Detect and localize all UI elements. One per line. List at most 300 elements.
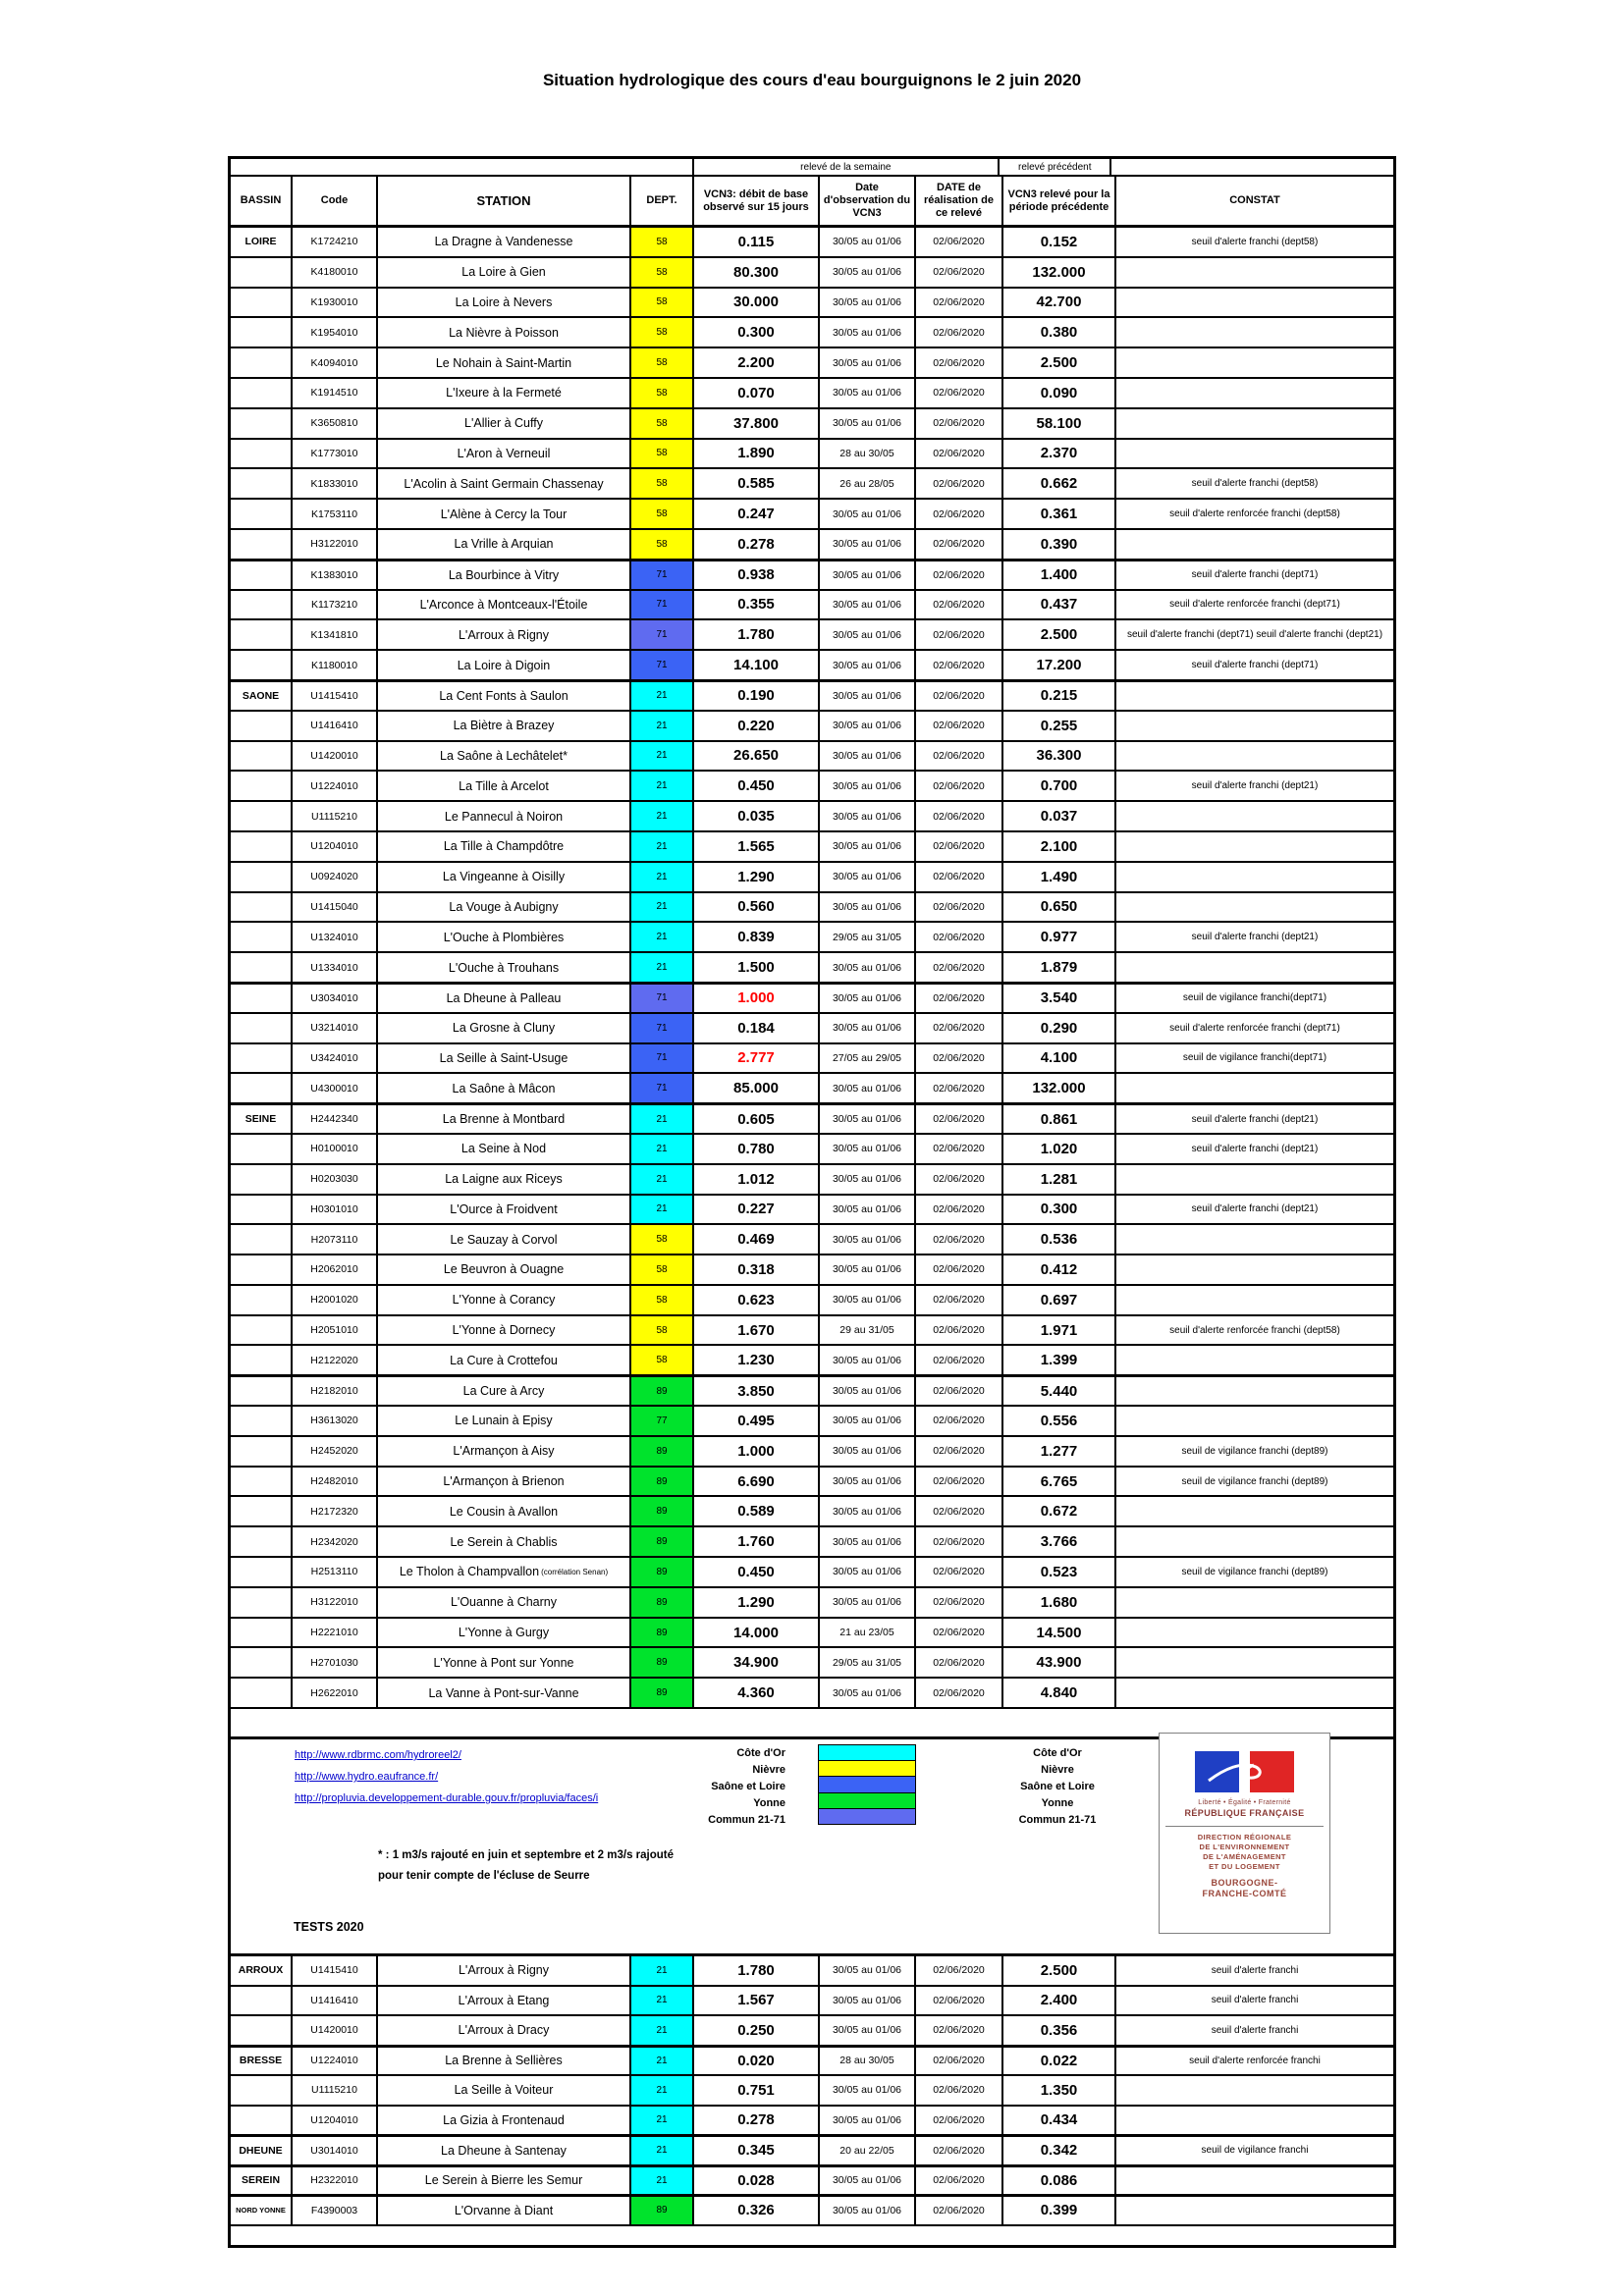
- code-cell: H3613020: [293, 1407, 378, 1437]
- vcn3-value-cell: 0.070: [694, 379, 820, 409]
- station-cell: [378, 440, 631, 470]
- code-cell: H2452020: [293, 1437, 378, 1468]
- vcn3-value-cell: 0.589: [694, 1497, 820, 1527]
- date-observation-cell: 30/05 au 01/06: [820, 409, 916, 440]
- date-observation-cell: 30/05 au 01/06: [820, 651, 916, 681]
- code-cell: U1204010: [293, 2107, 378, 2137]
- table-row: [231, 258, 1393, 289]
- previous-value-cell: 2.500: [1003, 348, 1116, 379]
- dept-cell: 71: [631, 651, 694, 681]
- bassin-cell: [231, 712, 293, 742]
- previous-value-cell: 132.000: [1003, 1074, 1116, 1104]
- vcn3-value-cell: 0.345: [694, 2137, 820, 2166]
- date-releve-cell: 02/06/2020: [916, 651, 1003, 681]
- date-observation-cell: 29/05 au 31/05: [820, 1648, 916, 1679]
- bassin-cell: [231, 409, 293, 440]
- dept-cell: 58: [631, 1346, 694, 1376]
- table-row: [231, 1225, 1393, 1255]
- code-cell: H2442340: [293, 1105, 378, 1135]
- station-name: La Seille à Voiteur: [454, 2083, 554, 2098]
- station-cell: [378, 923, 631, 953]
- date-observation-cell: 30/05 au 01/06: [820, 1135, 916, 1165]
- dept-cell: 21: [631, 1105, 694, 1135]
- date-releve-cell: 02/06/2020: [916, 2107, 1003, 2137]
- date-observation-cell: 30/05 au 01/06: [820, 772, 916, 802]
- station-cell: [378, 1225, 631, 1255]
- table-row: [231, 1679, 1393, 1709]
- logo-republic: RÉPUBLIQUE FRANÇAISE: [1184, 1808, 1305, 1819]
- table-row: [231, 409, 1393, 440]
- table-row: [231, 953, 1393, 984]
- code-cell: U1415410: [293, 1956, 378, 1987]
- dept-cell: 21: [631, 863, 694, 893]
- bassin-cell: ARROUX: [231, 1956, 293, 1987]
- table-row: [231, 984, 1393, 1014]
- dept-cell: 58: [631, 1316, 694, 1347]
- code-cell: U0924020: [293, 863, 378, 893]
- vcn3-value-cell: 0.355: [694, 591, 820, 621]
- station-name: Le Serein à Chablis: [450, 1534, 558, 1549]
- previous-value-cell: 14.500: [1003, 1619, 1116, 1649]
- logo-direction-line: DE L'ENVIRONNEMENT: [1199, 1842, 1290, 1852]
- station-cell: [378, 258, 631, 289]
- constat-cell: [1116, 348, 1393, 379]
- station-cell: [378, 1255, 631, 1286]
- previous-value-cell: 42.700: [1003, 289, 1116, 319]
- station-cell: [378, 1648, 631, 1679]
- station-cell: [378, 1527, 631, 1558]
- vcn3-value-cell: 1.670: [694, 1316, 820, 1347]
- header-bassin: BASSIN: [231, 177, 293, 228]
- date-releve-cell: 02/06/2020: [916, 1165, 1003, 1196]
- station-cell: [378, 1316, 631, 1347]
- tests-table: [231, 1953, 1393, 2226]
- dept-cell: 58: [631, 1286, 694, 1316]
- date-observation-cell: 30/05 au 01/06: [820, 561, 916, 591]
- code-cell: H0301010: [293, 1196, 378, 1226]
- code-cell: U1416410: [293, 1987, 378, 2017]
- vcn3-value-cell: 0.495: [694, 1407, 820, 1437]
- dept-cell: 21: [631, 2076, 694, 2107]
- code-cell: U1224010: [293, 2048, 378, 2077]
- bassin-cell: [231, 258, 293, 289]
- constat-cell: seuil d'alerte franchi (dept21): [1116, 1135, 1393, 1165]
- previous-value-cell: 1.281: [1003, 1165, 1116, 1196]
- header-band: [231, 159, 1393, 177]
- constat-cell: seuil d'alerte franchi: [1116, 2016, 1393, 2047]
- bassin-cell: [231, 1196, 293, 1226]
- code-cell: H3122010: [293, 1588, 378, 1619]
- date-releve-cell: 02/06/2020: [916, 379, 1003, 409]
- legend-swatch-green: [818, 1792, 916, 1809]
- dept-cell: 58: [631, 379, 694, 409]
- dept-cell: 21: [631, 682, 694, 712]
- dept-cell: 21: [631, 742, 694, 773]
- bassin-cell: [231, 1588, 293, 1619]
- table-row: [231, 530, 1393, 561]
- previous-value-cell: 0.399: [1003, 2197, 1116, 2226]
- constat-cell: [1116, 832, 1393, 863]
- constat-cell: seuil d'alerte franchi: [1116, 1987, 1393, 2017]
- table-row: [231, 440, 1393, 470]
- date-releve-cell: 02/06/2020: [916, 1196, 1003, 1226]
- station-cell: [378, 591, 631, 621]
- station-cell: [378, 469, 631, 500]
- vcn3-value-cell: 0.184: [694, 1014, 820, 1044]
- date-observation-cell: 30/05 au 01/06: [820, 1255, 916, 1286]
- station-cell: [378, 2107, 631, 2137]
- table-row: [231, 318, 1393, 348]
- legend-swatch-yellow: [818, 1760, 916, 1777]
- band-previous-label: relevé précédent: [1000, 159, 1111, 177]
- previous-value-cell: 0.700: [1003, 772, 1116, 802]
- bassin-cell: LOIRE: [231, 228, 293, 258]
- constat-cell: seuil de vigilance franchi: [1116, 2137, 1393, 2166]
- date-observation-cell: 30/05 au 01/06: [820, 2076, 916, 2107]
- previous-value-cell: 0.215: [1003, 682, 1116, 712]
- station-name: L'Arroux à Rigny: [458, 1963, 549, 1978]
- vcn3-value-cell: 4.360: [694, 1679, 820, 1709]
- constat-cell: [1116, 1679, 1393, 1709]
- station-name: L'Allier à Cuffy: [464, 416, 543, 431]
- date-releve-cell: 02/06/2020: [916, 985, 1003, 1014]
- dept-cell: 58: [631, 318, 694, 348]
- dept-cell: 58: [631, 258, 694, 289]
- footnote-line2: pour tenir compte de l'écluse de Seurre: [378, 1870, 590, 1883]
- legend-label: Commun 21-71: [1018, 1814, 1097, 1827]
- code-cell: U1115210: [293, 2076, 378, 2107]
- vcn3-value-cell: 1.500: [694, 953, 820, 984]
- band-spacer: [1111, 159, 1393, 177]
- dept-cell: 21: [631, 2137, 694, 2166]
- table-row: [231, 893, 1393, 924]
- vcn3-value-cell: 0.623: [694, 1286, 820, 1316]
- code-cell: H2322010: [293, 2167, 378, 2197]
- vcn3-value-cell: 1.000: [694, 985, 820, 1014]
- vcn3-value-cell: 0.839: [694, 923, 820, 953]
- station-name: La Cure à Arcy: [462, 1384, 545, 1399]
- dept-cell: 71: [631, 561, 694, 591]
- code-cell: U1416410: [293, 712, 378, 742]
- station-cell: [378, 2197, 631, 2226]
- code-cell: K3650810: [293, 409, 378, 440]
- dept-cell: 89: [631, 1377, 694, 1407]
- bassin-cell: [231, 1286, 293, 1316]
- station-name: Le Sauzay à Corvol: [450, 1232, 558, 1247]
- dept-cell: 58: [631, 228, 694, 258]
- station-name: La Seine à Nod: [460, 1142, 547, 1156]
- station-cell: [378, 1679, 631, 1709]
- code-cell: U1224010: [293, 772, 378, 802]
- vcn3-value-cell: 37.800: [694, 409, 820, 440]
- vcn3-value-cell: 1.012: [694, 1165, 820, 1196]
- dept-cell: 21: [631, 1987, 694, 2017]
- code-cell: H3122010: [293, 530, 378, 561]
- station-name: L'Arroux à Etang: [458, 1993, 550, 2007]
- hydrology-sheet: [228, 156, 1396, 2248]
- bassin-cell: [231, 1074, 293, 1104]
- station-name: La Dheune à Palleau: [446, 990, 562, 1005]
- previous-value-cell: 0.523: [1003, 1558, 1116, 1588]
- date-releve-cell: 02/06/2020: [916, 923, 1003, 953]
- station-cell: [378, 500, 631, 530]
- station-name: La Bourbince à Vitry: [448, 567, 560, 582]
- table-row: [231, 923, 1393, 953]
- code-cell: U3014010: [293, 2137, 378, 2166]
- bassin-cell: [231, 530, 293, 561]
- logo-motto: Liberté • Égalité • Fraternité: [1198, 1799, 1291, 1807]
- vcn3-value-cell: 80.300: [694, 258, 820, 289]
- station-name: L'Armançon à Brienon: [443, 1474, 565, 1489]
- date-observation-cell: 30/05 au 01/06: [820, 1558, 916, 1588]
- bassin-cell: [231, 1407, 293, 1437]
- station-cell: [378, 2167, 631, 2197]
- date-releve-cell: 02/06/2020: [916, 500, 1003, 530]
- date-observation-cell: 30/05 au 01/06: [820, 379, 916, 409]
- date-releve-cell: 02/06/2020: [916, 2137, 1003, 2166]
- date-releve-cell: 02/06/2020: [916, 348, 1003, 379]
- code-cell: H2001020: [293, 1286, 378, 1316]
- vcn3-value-cell: 0.028: [694, 2167, 820, 2197]
- external-link[interactable]: http://www.rdbrmc.com/hydroreel2/: [295, 1749, 461, 1762]
- constat-cell: [1116, 1648, 1393, 1679]
- bassin-cell: [231, 440, 293, 470]
- station-name: La Laigne aux Riceys: [445, 1172, 563, 1187]
- table-row: [231, 1255, 1393, 1286]
- date-releve-cell: 02/06/2020: [916, 2076, 1003, 2107]
- station-cell: [378, 348, 631, 379]
- dept-cell: 89: [631, 1497, 694, 1527]
- legend-label: Commun 21-71: [708, 1814, 785, 1827]
- date-observation-cell: 30/05 au 01/06: [820, 228, 916, 258]
- constat-cell: [1116, 1346, 1393, 1376]
- station-name: L'Ouanne à Charny: [450, 1595, 557, 1610]
- legend-swatch-cyan: [818, 1744, 916, 1761]
- station-name: La Vouge à Aubigny: [449, 899, 559, 914]
- table-row: [231, 1987, 1393, 2017]
- table-row: [231, 1619, 1393, 1649]
- date-releve-cell: 02/06/2020: [916, 832, 1003, 863]
- table-row: [231, 228, 1393, 258]
- header-prev: VCN3 relevé pour la période précédente: [1003, 177, 1116, 228]
- legend-label: Saône et Loire: [711, 1781, 785, 1793]
- date-releve-cell: 02/06/2020: [916, 258, 1003, 289]
- dept-cell: 58: [631, 469, 694, 500]
- logo-direction-line: DIRECTION RÉGIONALE: [1197, 1833, 1292, 1842]
- bassin-cell: [231, 1679, 293, 1709]
- vcn3-value-cell: 1.760: [694, 1527, 820, 1558]
- table-row: [231, 651, 1393, 681]
- station-cell: [378, 742, 631, 773]
- legend-swatch-commun: [818, 1808, 916, 1825]
- bassin-cell: [231, 1346, 293, 1376]
- code-cell: H2342020: [293, 1527, 378, 1558]
- table-row: [231, 1497, 1393, 1527]
- bassin-cell: NORD YONNE: [231, 2197, 293, 2226]
- code-cell: K1173210: [293, 591, 378, 621]
- external-link[interactable]: http://propluvia.developpement-durable.gouv.fr/propluvia/faces/i: [295, 1792, 599, 1805]
- band-spacer: [231, 159, 692, 177]
- vcn3-value-cell: 1.000: [694, 1437, 820, 1468]
- constat-cell: seuil d'alerte franchi (dept21): [1116, 772, 1393, 802]
- previous-value-cell: 3.766: [1003, 1527, 1116, 1558]
- station-name: L'Ouche à Trouhans: [448, 960, 560, 975]
- code-cell: H2122020: [293, 1346, 378, 1376]
- constat-cell: seuil d'alerte renforcée franchi (dept58): [1116, 500, 1393, 530]
- logo-direction-line: DE L'AMÉNAGEMENT: [1203, 1852, 1286, 1862]
- footer-legend-zone: [231, 1739, 1393, 1953]
- footnote: [378, 1845, 674, 1887]
- table-row: [231, 1014, 1393, 1044]
- constat-cell: [1116, 1619, 1393, 1649]
- constat-cell: seuil d'alerte renforcée franchi: [1116, 2048, 1393, 2077]
- date-releve-cell: 02/06/2020: [916, 682, 1003, 712]
- dept-cell: 89: [631, 1679, 694, 1709]
- constat-cell: [1116, 409, 1393, 440]
- bassin-cell: [231, 1255, 293, 1286]
- date-releve-cell: 02/06/2020: [916, 1377, 1003, 1407]
- previous-value-cell: 1.680: [1003, 1588, 1116, 1619]
- table-row: [231, 2047, 1393, 2077]
- code-cell: H2482010: [293, 1468, 378, 1498]
- dept-cell: 58: [631, 1255, 694, 1286]
- previous-value-cell: 0.255: [1003, 712, 1116, 742]
- station-cell: [378, 863, 631, 893]
- bassin-cell: [231, 742, 293, 773]
- table-row: [231, 1104, 1393, 1135]
- bassin-cell: [231, 379, 293, 409]
- constat-cell: [1116, 258, 1393, 289]
- dept-cell: 71: [631, 591, 694, 621]
- bassin-cell: [231, 1497, 293, 1527]
- constat-cell: [1116, 530, 1393, 561]
- station-cell: [378, 1105, 631, 1135]
- vcn3-value-cell: 0.278: [694, 530, 820, 561]
- date-observation-cell: 30/05 au 01/06: [820, 985, 916, 1014]
- previous-value-cell: 0.086: [1003, 2167, 1116, 2197]
- legend-label: Côte d'Or: [736, 1746, 785, 1759]
- previous-value-cell: 0.361: [1003, 500, 1116, 530]
- code-cell: U1415040: [293, 893, 378, 924]
- bassin-cell: [231, 923, 293, 953]
- date-observation-cell: 30/05 au 01/06: [820, 2016, 916, 2047]
- bassin-cell: [231, 1527, 293, 1558]
- header-date-rel: DATE de réalisation de ce relevé: [916, 177, 1003, 228]
- logo-divider: [1165, 1826, 1324, 1827]
- bassin-cell: [231, 1987, 293, 2017]
- date-observation-cell: 30/05 au 01/06: [820, 1679, 916, 1709]
- station-name: L'Yonne à Dornecy: [452, 1323, 556, 1338]
- external-link[interactable]: http://www.hydro.eaufrance.fr/: [295, 1771, 439, 1784]
- constat-cell: seuil d'alerte franchi (dept71): [1116, 651, 1393, 681]
- previous-value-cell: 0.022: [1003, 2048, 1116, 2077]
- dept-cell: 21: [631, 2016, 694, 2047]
- constat-cell: [1116, 1497, 1393, 1527]
- legend-label: Yonne: [1041, 1797, 1074, 1810]
- bassin-cell: [231, 1558, 293, 1588]
- station-cell: [378, 1165, 631, 1196]
- code-cell: K4094010: [293, 348, 378, 379]
- previous-value-cell: 132.000: [1003, 258, 1116, 289]
- date-releve-cell: 02/06/2020: [916, 1956, 1003, 1987]
- bassin-cell: [231, 620, 293, 651]
- date-observation-cell: 30/05 au 01/06: [820, 1527, 916, 1558]
- vcn3-value-cell: 1.567: [694, 1987, 820, 2017]
- station-cell: [378, 1987, 631, 2017]
- code-cell: K1383010: [293, 561, 378, 591]
- previous-value-cell: 2.400: [1003, 1987, 1116, 2017]
- dept-cell: 89: [631, 1468, 694, 1498]
- date-releve-cell: 02/06/2020: [916, 1316, 1003, 1347]
- dept-cell: 58: [631, 348, 694, 379]
- previous-value-cell: 0.037: [1003, 802, 1116, 832]
- date-observation-cell: 30/05 au 01/06: [820, 1588, 916, 1619]
- date-releve-cell: 02/06/2020: [916, 440, 1003, 470]
- date-releve-cell: 02/06/2020: [916, 318, 1003, 348]
- station-name: La Tille à Champdôtre: [443, 839, 565, 854]
- legend-labels-left: [668, 1744, 785, 1829]
- table-row: [231, 772, 1393, 802]
- previous-value-cell: 1.971: [1003, 1316, 1116, 1347]
- header-date-obs: Date d'observation du VCN3: [820, 177, 916, 228]
- date-releve-cell: 02/06/2020: [916, 1497, 1003, 1527]
- constat-cell: [1116, 1074, 1393, 1104]
- page-title: Situation hydrologique des cours d'eau bourguignons le 2 juin 2020: [542, 71, 1082, 89]
- date-releve-cell: 02/06/2020: [916, 2048, 1003, 2077]
- table-row: [231, 2076, 1393, 2107]
- bassin-cell: [231, 1135, 293, 1165]
- table-header-row: [231, 177, 1393, 228]
- bassin-cell: BRESSE: [231, 2048, 293, 2077]
- date-releve-cell: 02/06/2020: [916, 1619, 1003, 1649]
- dept-cell: 58: [631, 289, 694, 319]
- table-row: [231, 1376, 1393, 1407]
- vcn3-value-cell: 0.278: [694, 2107, 820, 2137]
- previous-value-cell: 1.490: [1003, 863, 1116, 893]
- date-observation-cell: 20 au 22/05: [820, 2137, 916, 2166]
- station-cell: [378, 1619, 631, 1649]
- station-cell: [378, 2137, 631, 2166]
- station-cell: [378, 1014, 631, 1044]
- constat-cell: [1116, 2076, 1393, 2107]
- table-row: [231, 1407, 1393, 1437]
- constat-cell: seuil de vigilance franchi (dept89): [1116, 1468, 1393, 1498]
- code-cell: H2172320: [293, 1497, 378, 1527]
- date-releve-cell: 02/06/2020: [916, 893, 1003, 924]
- date-observation-cell: 30/05 au 01/06: [820, 1074, 916, 1104]
- code-cell: U1115210: [293, 802, 378, 832]
- header-station: STATION: [378, 177, 631, 228]
- dept-cell: 71: [631, 1044, 694, 1075]
- date-releve-cell: 02/06/2020: [916, 1135, 1003, 1165]
- bassin-cell: [231, 863, 293, 893]
- code-cell: U1334010: [293, 953, 378, 984]
- station-name: La Loire à Digoin: [457, 658, 551, 672]
- station-cell: [378, 409, 631, 440]
- dept-cell: 58: [631, 500, 694, 530]
- dept-cell: 21: [631, 1135, 694, 1165]
- link-list: [295, 1744, 699, 1809]
- constat-cell: [1116, 953, 1393, 984]
- station-name: L'Ixeure à la Fermeté: [446, 386, 562, 400]
- constat-cell: [1116, 1165, 1393, 1196]
- station-name: L'Yonne à Pont sur Yonne: [433, 1655, 574, 1670]
- dept-cell: 21: [631, 1165, 694, 1196]
- station-name: Le Beuvron à Ouagne: [443, 1262, 565, 1277]
- previous-value-cell: 0.672: [1003, 1497, 1116, 1527]
- previous-value-cell: 0.090: [1003, 379, 1116, 409]
- vcn3-value-cell: 0.751: [694, 2076, 820, 2107]
